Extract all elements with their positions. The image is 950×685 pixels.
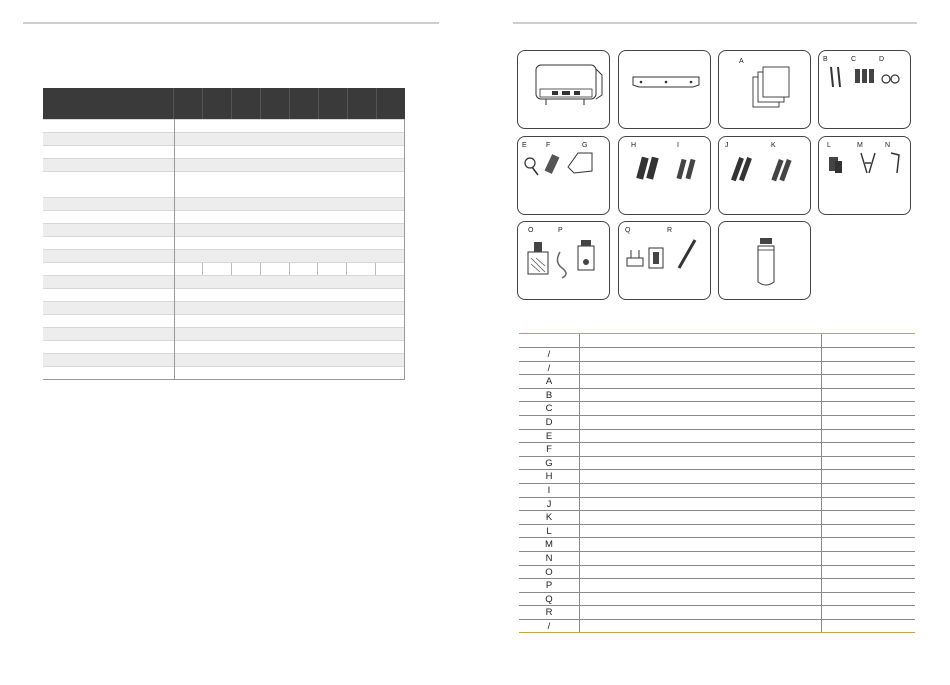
parts-list-code: I xyxy=(519,484,580,497)
spec-row-value xyxy=(174,172,404,197)
spec-row xyxy=(43,353,404,366)
parts-list-row xyxy=(519,619,915,633)
spec-row xyxy=(43,327,404,340)
spec-row xyxy=(43,275,404,288)
parts-list-quantity xyxy=(822,389,915,402)
spec-row xyxy=(43,340,404,353)
spec-row xyxy=(43,249,404,262)
inverter-icon xyxy=(518,51,611,130)
part-label-f: F xyxy=(546,142,551,149)
spec-table-body xyxy=(43,119,405,380)
parts-list-row xyxy=(519,442,915,456)
part-box-inverter xyxy=(517,50,610,129)
spec-table-header xyxy=(43,88,405,119)
spec-row-value xyxy=(174,276,404,288)
parts-list-quantity xyxy=(822,620,915,633)
spec-row xyxy=(43,119,404,132)
parts-list-code: M xyxy=(519,538,580,551)
part-label-a: A xyxy=(739,58,744,65)
parts-list-quantity xyxy=(822,430,915,443)
mounting-bracket-icon xyxy=(619,51,712,130)
spec-row-model-cell xyxy=(174,263,202,275)
parts-list-row xyxy=(519,415,915,429)
parts-list-row xyxy=(519,578,915,592)
spec-row-model-cell xyxy=(289,263,318,275)
parts-list-description xyxy=(580,498,822,511)
spec-row xyxy=(43,145,404,158)
communication-module-icon xyxy=(619,222,712,301)
parts-list-description xyxy=(580,430,822,443)
spec-row-label xyxy=(43,146,174,158)
spec-row-model-cell xyxy=(346,263,375,275)
spec-row-model-cell xyxy=(231,263,260,275)
screws-anchors-washers-icon xyxy=(819,51,912,130)
spec-row-label xyxy=(43,224,174,236)
parts-list-row xyxy=(519,524,915,538)
parts-list-quantity xyxy=(822,593,915,606)
spec-row xyxy=(43,366,404,379)
parts-list-code: / xyxy=(519,362,580,375)
part-label-e: E xyxy=(522,142,527,149)
parts-list-row xyxy=(519,374,915,388)
spec-row-label xyxy=(43,120,174,132)
parts-list-description xyxy=(580,593,822,606)
parts-list-quantity xyxy=(822,606,915,619)
parts-list-description xyxy=(580,348,822,361)
spec-row-label xyxy=(43,198,174,210)
parts-list-description xyxy=(580,525,822,538)
parts-list-code: G xyxy=(519,457,580,470)
part-label-c: C xyxy=(851,56,857,63)
parts-list-quantity xyxy=(822,484,915,497)
spec-row-value xyxy=(174,315,404,327)
spec-header-model-col xyxy=(348,88,377,119)
spec-row xyxy=(43,158,404,171)
spec-header-model-col xyxy=(319,88,348,119)
parts-list-quantity xyxy=(822,402,915,415)
spec-row-value xyxy=(174,237,404,249)
part-label-b: B xyxy=(823,56,828,63)
parts-list-row xyxy=(519,592,915,606)
spec-header-model-col xyxy=(203,88,232,119)
spec-row-value xyxy=(174,289,404,301)
terminal-connector-icon xyxy=(518,137,611,216)
spec-row-label xyxy=(43,133,174,145)
part-box-screws xyxy=(818,50,911,129)
parts-list-code: Q xyxy=(519,593,580,606)
spec-row-value xyxy=(174,341,404,353)
spec-row-value xyxy=(174,198,404,210)
parts-list-quantity xyxy=(822,566,915,579)
spec-row-label xyxy=(43,211,174,223)
tools-icon xyxy=(819,137,912,216)
spec-row-label xyxy=(43,328,174,340)
parts-list-description xyxy=(580,389,822,402)
parts-list-code: P xyxy=(519,579,580,592)
parts-list-quantity xyxy=(822,443,915,456)
spec-header-model-col xyxy=(290,88,319,119)
spec-row-value xyxy=(174,328,404,340)
part-box-documents xyxy=(718,50,811,129)
parts-list-row xyxy=(519,565,915,579)
parts-list-description xyxy=(580,538,822,551)
parts-list-code: C xyxy=(519,402,580,415)
parts-list-header xyxy=(519,334,915,347)
parts-list-quantity xyxy=(822,457,915,470)
spec-row-value xyxy=(174,133,404,145)
parts-list-row xyxy=(519,469,915,483)
parts-list-row xyxy=(519,456,915,470)
spec-header-model-col xyxy=(232,88,261,119)
spec-row xyxy=(43,314,404,327)
parts-list-row xyxy=(519,537,915,551)
spec-row-label xyxy=(43,354,174,366)
parts-list-description xyxy=(580,579,822,592)
parts-list-description xyxy=(580,552,822,565)
part-box-pv-connectors-b xyxy=(718,136,811,215)
parts-list-code: J xyxy=(519,498,580,511)
spec-header-model-col xyxy=(174,88,203,119)
part-box-dongle xyxy=(718,221,811,300)
spec-row-label xyxy=(43,237,174,249)
part-label-i: I xyxy=(677,142,679,149)
part-label-g: G xyxy=(582,142,588,149)
spec-row-value xyxy=(174,120,404,132)
parts-list-row xyxy=(519,347,915,361)
parts-list-quantity xyxy=(822,525,915,538)
spec-row-label xyxy=(43,250,174,262)
part-label-o: O xyxy=(528,227,534,234)
spec-row-value xyxy=(174,354,404,366)
spec-row-label xyxy=(43,276,174,288)
part-label-h: H xyxy=(631,142,637,149)
spec-row xyxy=(43,171,404,197)
spec-row-label xyxy=(43,263,174,275)
spec-row xyxy=(43,262,404,275)
parts-list-code: R xyxy=(519,606,580,619)
parts-list-code: / xyxy=(519,620,580,633)
spec-row-value xyxy=(174,159,404,171)
spec-table xyxy=(43,88,405,380)
part-box-wifi-misc xyxy=(618,221,711,300)
parts-list-code: L xyxy=(519,525,580,538)
parts-list-code: N xyxy=(519,552,580,565)
parts-list-quantity xyxy=(822,362,915,375)
parts-list-code: E xyxy=(519,430,580,443)
part-label-n: N xyxy=(885,142,891,149)
parts-list-quantity xyxy=(822,470,915,483)
spec-row-label xyxy=(43,172,174,197)
parts-list-description xyxy=(580,416,822,429)
part-label-d: D xyxy=(879,56,885,63)
spec-row xyxy=(43,288,404,301)
part-label-p: P xyxy=(558,227,563,234)
part-box-pv-connectors-a xyxy=(618,136,711,215)
spec-row-value xyxy=(174,302,404,314)
spec-row-label xyxy=(43,367,174,379)
parts-list-row xyxy=(519,483,915,497)
left-header-rule xyxy=(23,22,439,24)
parts-list-description xyxy=(580,620,822,633)
spec-header-model-col xyxy=(261,88,290,119)
parts-list-code: O xyxy=(519,566,580,579)
spec-row-value xyxy=(174,224,404,236)
parts-list-description xyxy=(580,375,822,388)
parts-list-row xyxy=(519,361,915,375)
part-label-j: J xyxy=(725,142,729,149)
parts-list-description xyxy=(580,470,822,483)
spec-header-label-cell xyxy=(43,88,174,119)
parts-list-quantity xyxy=(822,348,915,361)
parts-list-row xyxy=(519,605,915,619)
parts-list-quantity xyxy=(822,375,915,388)
parts-list-row xyxy=(519,497,915,511)
parts-list-code: B xyxy=(519,389,580,402)
spec-row-model-cell xyxy=(375,263,404,275)
part-label-r: R xyxy=(667,227,673,234)
spec-row xyxy=(43,210,404,223)
spec-row xyxy=(43,301,404,314)
part-box-meter-ct xyxy=(517,221,610,300)
spec-row-label xyxy=(43,302,174,314)
parts-list-code: A xyxy=(519,375,580,388)
parts-list-row xyxy=(519,388,915,402)
parts-list-code: D xyxy=(519,416,580,429)
parts-list-code: K xyxy=(519,511,580,524)
pv-connectors-icon xyxy=(719,137,812,216)
spec-row xyxy=(43,132,404,145)
parts-list-row xyxy=(519,429,915,443)
spec-row-model-cell xyxy=(317,263,346,275)
parts-list-quantity xyxy=(822,538,915,551)
pv-connectors-icon xyxy=(619,137,712,216)
spec-row-label xyxy=(43,341,174,353)
documents-icon xyxy=(719,51,812,130)
meter-cable-ct-icon xyxy=(518,222,611,301)
parts-list-code: / xyxy=(519,348,580,361)
spec-row-value xyxy=(174,367,404,379)
parts-list-description xyxy=(580,443,822,456)
spec-row-model-cell xyxy=(202,263,231,275)
parts-list-description xyxy=(580,457,822,470)
part-box-terminals xyxy=(517,136,610,215)
spec-row-value xyxy=(174,263,404,275)
spec-header-model-col xyxy=(377,88,405,119)
parts-list-quantity xyxy=(822,552,915,565)
spec-row xyxy=(43,197,404,210)
dongle-icon xyxy=(719,222,812,301)
parts-list-description xyxy=(580,606,822,619)
parts-list-quantity xyxy=(822,416,915,429)
spec-row-value xyxy=(174,211,404,223)
parts-list-description xyxy=(580,511,822,524)
parts-list-description xyxy=(580,484,822,497)
parts-list-code: F xyxy=(519,443,580,456)
parts-list-description xyxy=(580,566,822,579)
spec-row-value xyxy=(174,146,404,158)
spec-row-model-cell xyxy=(260,263,289,275)
part-label-q: Q xyxy=(625,227,631,234)
part-box-bracket xyxy=(618,50,711,129)
spec-row-label xyxy=(43,315,174,327)
part-box-tools xyxy=(818,136,911,215)
parts-list-quantity xyxy=(822,498,915,511)
parts-list-code: H xyxy=(519,470,580,483)
parts-list-row xyxy=(519,401,915,415)
spec-row-value xyxy=(174,250,404,262)
parts-list-row xyxy=(519,551,915,565)
right-header-rule xyxy=(513,22,917,24)
part-label-l: L xyxy=(827,142,831,149)
parts-list-quantity xyxy=(822,579,915,592)
parts-list-description xyxy=(580,362,822,375)
parts-list-quantity xyxy=(822,511,915,524)
part-label-k: K xyxy=(771,142,776,149)
parts-list-description xyxy=(580,402,822,415)
part-label-m: M xyxy=(857,142,863,149)
spec-row xyxy=(43,223,404,236)
spec-row xyxy=(43,236,404,249)
parts-list-row xyxy=(519,510,915,524)
spec-row-label xyxy=(43,289,174,301)
parts-list-table xyxy=(519,333,915,633)
spec-row-label xyxy=(43,159,174,171)
